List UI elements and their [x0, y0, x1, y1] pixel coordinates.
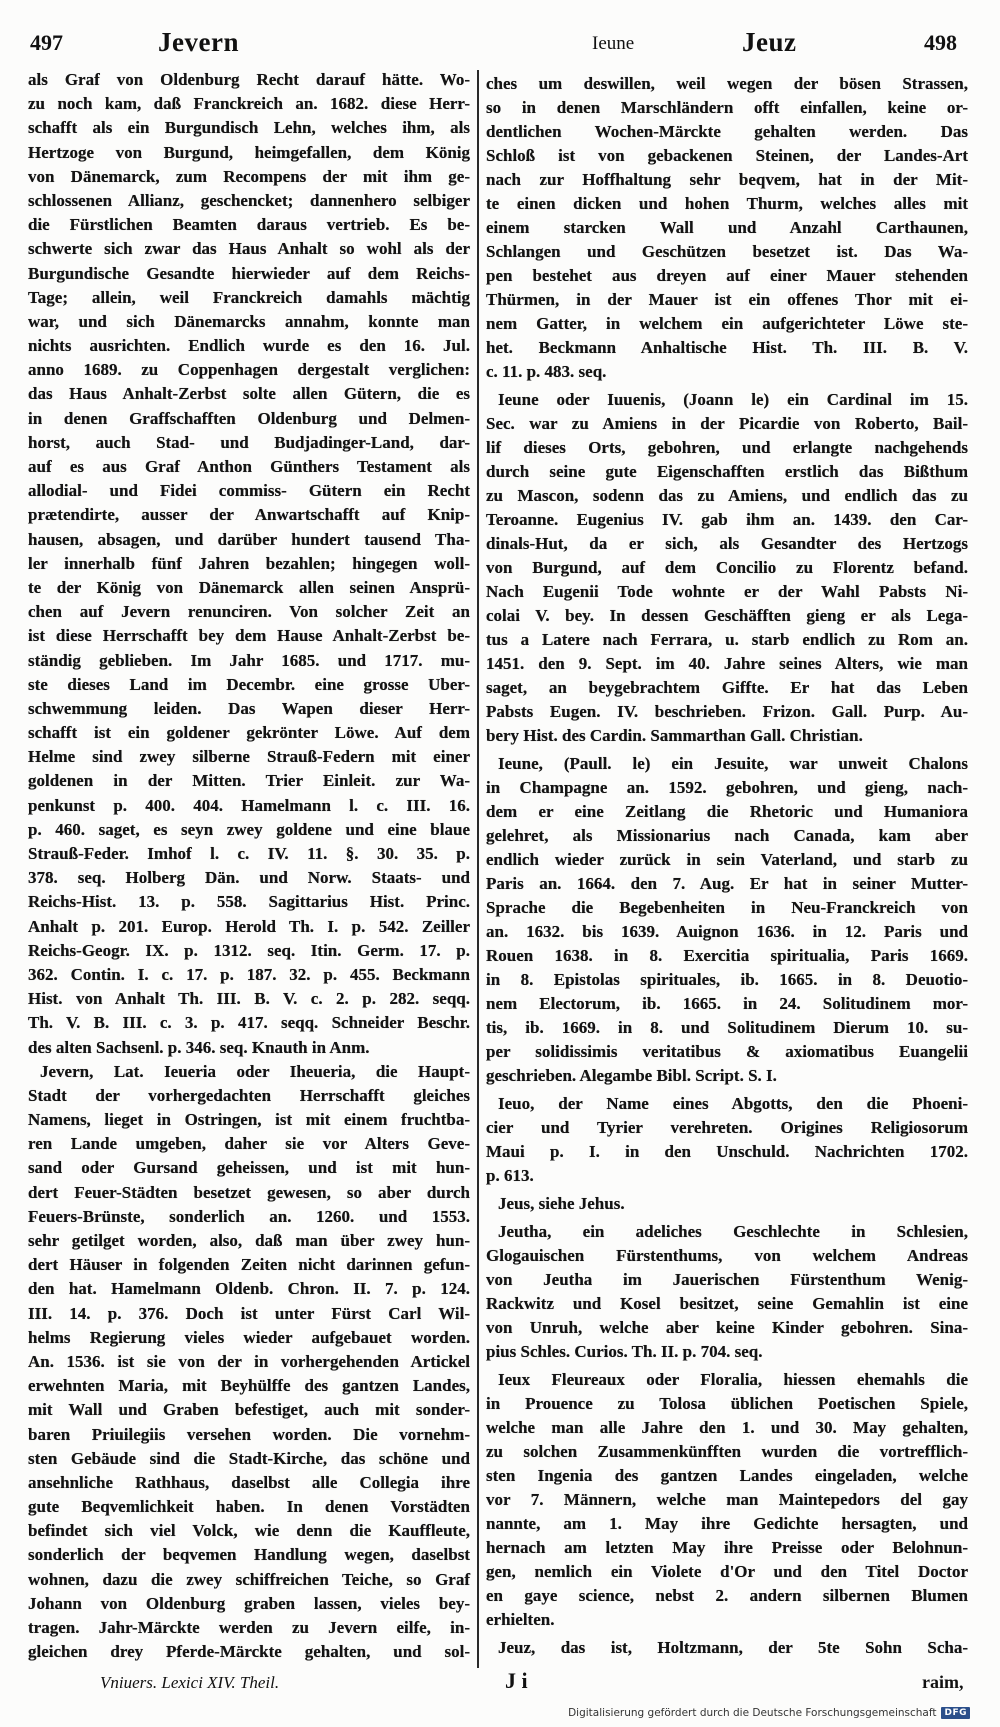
text-line: das Haus Anhalt-Zerbst solte allen Gütern, die es — [28, 384, 470, 404]
lexicon-entry — [28, 1060, 470, 1665]
running-head-right-last: Jeuz — [742, 27, 797, 57]
text-line: p. 613. — [486, 1166, 534, 1185]
text-line: 378. seq. Holberg Dän. und Norw. Staats- und — [28, 868, 470, 888]
text-line: gute Beqvemlichkeit haben. In denen Vorstädten — [28, 1497, 470, 1517]
text-line: sehr getilget worden, also, daß man über zwey hun- — [28, 1231, 470, 1250]
text-line: anno 1689. zu Coppenhagen dergestalt verglichen: — [28, 360, 470, 380]
text-line: geschrieben. Alegambe Bibl. Script. S. I. — [486, 1066, 777, 1085]
text-line: von Burgund, auf dem Concilio zu Florentz befand. — [486, 558, 968, 577]
text-line: tus a Latere nach Ferrara, u. starb endlich zu Rom an. — [486, 630, 968, 649]
text-line: Strauß-Feder. Imhof l. c. IV. 11. §. 30. 35. p. — [28, 844, 470, 863]
text-line: pen bestehet aus dreyen auf einer Mauer stehenden — [486, 266, 968, 285]
text-line: endlich wieder zurück in sein Vaterland, und starb zu — [486, 850, 968, 869]
sheet-mark: J i — [505, 1668, 528, 1693]
text-line: auf es aus Graf Anthon Günthers Testament als — [28, 457, 470, 476]
lexicon-entry — [486, 388, 968, 748]
text-line: ste dieses Land im Decembr. eine grosse Uber- — [28, 674, 470, 694]
text-line: sten Gebäude sind die Stadt-Kirche, das schöne und — [28, 1448, 470, 1468]
text-line: per solidissimis veritatibus & axiomatibus Euangelii — [486, 1042, 968, 1061]
text-line: gelehret, als Missionarius nach Canada, kam aber — [486, 826, 968, 845]
text-line: Anhalt p. 201. Europ. Herold Th. I. p. 542. Zeiller — [28, 916, 470, 936]
text-line: wohnen, dazu die zwey schiffreichen Teiche, so Graf — [28, 1569, 470, 1589]
text-line: en gaye science, nebst 2. andern silbernen Blumen — [486, 1586, 968, 1605]
text-line: 1451. den 9. Sept. im 40. Jahre seines Alters, wie man — [486, 654, 968, 673]
lexicon-entry — [486, 1368, 968, 1632]
text-line: an. 1632. bis 1639. Auignon 1636. in 12. Paris und — [486, 922, 968, 941]
text-line: Hist. von Anhalt Th. III. B. V. c. 2. p. 282. seqq. — [28, 989, 470, 1009]
text-line: ansehnliche Rathhaus, daselbst alle Collegia ihre — [28, 1472, 470, 1492]
lexicon-entry — [486, 1636, 968, 1660]
text-line: III. 14. p. 376. Doch ist unter Fürst Carl Wil- — [28, 1303, 470, 1323]
text-line: des alten Sachsenl. p. 346. seq. Knauth in Anm. — [28, 1037, 370, 1057]
text-line: von Dänemarck, zum Recompens der mit ihm ge- — [28, 166, 470, 186]
text-line: cier und Tyrier verehreten. Origines Religiosorum — [486, 1118, 968, 1137]
text-line: Jeutha, ein adeliches Geschlechte in Schlesien, — [498, 1222, 968, 1241]
lexicon-entry — [486, 1092, 968, 1188]
text-line: Nach Eugenii Tode wohnte er der Wahl Pabsts Ni- — [486, 582, 968, 601]
text-line: sten Ingenia des gantzen Landes eingeladen, welche — [486, 1466, 968, 1485]
text-line: Feuers-Brünste, sonderlich an. 1260. und 1553. — [28, 1206, 470, 1226]
text-line: baren Priuilegiis versehen worden. Die vornehm- — [28, 1424, 470, 1444]
text-line: ler innerhalb fünf Jahren bezahlen; hingegen woll- — [28, 553, 470, 573]
signature-line: Vniuers. Lexici XIV. Theil. — [100, 1673, 280, 1692]
text-line: dert Feuer-Städten besetzet gewesen, so aber durch — [28, 1182, 470, 1202]
text-line: prætendirte, ausser der Anwartschafft auf Knip- — [28, 505, 470, 525]
text-line: von Unruh, welche aber keine Kinder gebohren. Sina- — [486, 1318, 968, 1337]
text-line: pius Schles. Curios. Th. II. p. 704. seq. — [486, 1342, 763, 1361]
text-line: den hat. Hamelmann Oldenb. Chron. II. 7. p. 124. — [28, 1279, 470, 1299]
text-line: Reichs-Geogr. IX. p. 1312. seq. Itin. Germ. 17. p. — [28, 940, 470, 960]
text-line: welche man alle Jahre den 1. und 30. May gehalten, — [486, 1418, 968, 1437]
text-line: allodial- und Fidei commiss- Gütern ein Recht — [28, 481, 470, 501]
text-line: war, und sich Dänemarcks annahm, konnte man — [28, 311, 470, 331]
credit-text: Digitalisierung gefördert durch die Deutsche Forschungsgemeinschaft — [568, 1707, 937, 1719]
text-line: Pabsts Eugen. IV. beschrieben. Frizon. Gall. Purp. Au- — [486, 702, 968, 721]
text-line: goldenen in der Mitten. Trier Einleit. zur Wa- — [28, 771, 470, 791]
text-line: zu solchen Zusammenkünfften wurden die vortrefflich- — [486, 1442, 968, 1461]
lexicon-entry — [486, 752, 968, 1088]
text-line: vor 7. Männern, welche man Maintepedors del gay — [486, 1490, 968, 1509]
text-line: Schloß ist von gebackenen Steinen, der Landes-Art — [486, 146, 968, 165]
text-line: Johann von Oldenburg graben lassen, vieles bey- — [28, 1593, 470, 1613]
text-line: Rackwitz und Kosel besitzet, seine Gemahlin ist eine — [486, 1294, 968, 1313]
text-line: c. 11. p. 483. seq. — [486, 362, 607, 381]
text-line: Ieune, (Paull. le) ein Jesuite, war unweit Chalons — [498, 754, 968, 773]
text-line: in 8. Epistolas spirituales, ib. 1665. in 8. Deuotio- — [486, 970, 968, 989]
lexicon-entry — [28, 68, 470, 1060]
text-line: dem er eine Zeitlang die Rhetoric und Humaniora — [486, 802, 968, 821]
text-line: tis, ib. 1669. in 8. und Solitudinem Dierum 10. su- — [486, 1018, 968, 1037]
text-line: 362. Contin. I. c. 17. p. 187. 32. p. 455. Beckmann — [28, 964, 470, 984]
text-line: helms Regierung vieles wieder aufgebauet worden. — [28, 1327, 470, 1347]
text-line: horst, auch Stad- und Budjadinger-Land, dar- — [28, 432, 470, 452]
page-number-right: 498 — [924, 30, 957, 55]
text-line: p. 460. saget, es seyn zwey goldene und eine blaue — [28, 819, 470, 839]
text-line: hausen, absagen, und darüber hundert tausend Tha- — [28, 529, 470, 549]
text-line: het. Beckmann Anhaltische Hist. Th. III. B. V. — [486, 338, 968, 357]
text-line: schwerte sich zwar das Haus Anhalt so wohl als der — [28, 239, 470, 259]
text-line: Sprache die Begebenheiten in Neu-Franckreich von — [486, 898, 968, 917]
lexicon-entry — [486, 1220, 968, 1364]
text-line: ches um deswillen, weil wegen der bösen Strassen, — [486, 74, 968, 93]
text-line: saget, an beygebrachtem Giffte. Er hat das Leben — [486, 678, 968, 697]
running-head-left: Jevern — [158, 27, 239, 57]
page-number-left: 497 — [30, 30, 63, 55]
text-line: penkunst p. 400. 404. Hamelmann l. c. III. 16. — [28, 795, 470, 815]
lexicon-entry — [486, 1192, 968, 1216]
text-line: schwemmung leiden. Das Wapen dieser Herr- — [28, 698, 470, 718]
text-line: Rouen 1638. in 8. Exercitia spiritualia, Paris 1669. — [486, 946, 968, 965]
text-line: befindet sich viel Volck, wie denn die Kauffleute, — [28, 1521, 470, 1541]
text-line: chen auf Jevern renunciren. Von solcher Zeit an — [28, 602, 470, 622]
text-line: hernach am letzten May ihre Preisse oder Belohnun- — [486, 1538, 968, 1557]
text-line: ren Lande umgeben, daher sie vor Alters Geve- — [28, 1134, 470, 1154]
text-line: die Fürstlichen Beamten daraus vertrieb. Es be- — [28, 215, 470, 235]
text-line: Ieux Fleureaux oder Floralia, hiessen ehemahls die — [498, 1370, 968, 1389]
text-line: Glogauischen Fürstenthums, von welchem Andreas — [486, 1246, 968, 1265]
text-line: lif dieses Orts, gebohren, und erlangte nachgehends — [486, 438, 968, 457]
text-line: Thürmen, in der Mauer ist ein offenes Thor mit ei- — [486, 290, 968, 309]
text-line: als Graf von Oldenburg Recht darauf hätte. Wo- — [28, 70, 470, 89]
text-line: dert Häuser in folgenden Zeiten nicht darinnen gefun- — [28, 1255, 470, 1275]
text-line: mit Wall und Graben befestiget, auch mit sonder- — [28, 1400, 470, 1420]
text-line: zu noch kam, daß Franckreich an. 1682. diese Herr- — [28, 94, 470, 114]
dfg-logo: DFG — [941, 1707, 970, 1719]
text-line: schlossenen Allianz, geschencket; dannenhero selbiger — [28, 190, 470, 210]
text-line: Jeus, siehe Jehus. — [498, 1194, 625, 1213]
text-line: ständig geblieben. Im Jahr 1685. und 1717. mu- — [28, 650, 470, 670]
text-line: Maui p. I. in den Unschuld. Nachrichten 1702. — [486, 1142, 968, 1161]
running-head-right-first: Ieune — [592, 33, 635, 54]
text-line: schafft als ein Burgundisch Lehn, welches ihm, als — [28, 118, 470, 138]
text-line: dinals-Hut, da er sich, als Gesandter des Hertzogs — [486, 534, 968, 553]
catchword: raim, — [922, 1672, 964, 1692]
text-line: Burgundische Gesandte hierwieder auf dem Reichs- — [28, 263, 470, 283]
text-line: colai V. bey. In dessen Geschäfften gieng er als Lega- — [486, 606, 968, 625]
text-line: nem Electorum, ib. 1665. in 24. Solitudinem mor- — [486, 994, 968, 1013]
text-line: nach zur Hoffhaltung sehr beqvem, hat in der Mit- — [486, 170, 968, 189]
text-line: von Jeutha im Jauerischen Fürstenthum Wenig- — [486, 1270, 968, 1289]
text-line: schafft ist ein goldener gekrönter Löwe. Auf dem — [28, 723, 470, 743]
text-line: zu Mascon, sodenn das zu Amiens, und endlich das zu — [486, 486, 968, 505]
column-divider — [477, 70, 479, 1668]
text-line: Sec. war zu Amiens in der Picardie von Roberto, Bail- — [486, 414, 968, 433]
text-line: Namens, lieget in Ostringen, ist mit einem fruchtba- — [28, 1110, 470, 1130]
lexicon-entry — [486, 72, 968, 384]
text-line: gleichen drey Pferde-Märckte gehalten, und sol- — [28, 1642, 470, 1662]
text-line: Schlangen und Geschützen besetzet ist. Das Wa- — [486, 242, 968, 261]
text-line: sand oder Gursand geheissen, und ist mit hun- — [28, 1158, 470, 1178]
text-line: Paris an. 1664. den 7. Aug. Er hat in seiner Mutter- — [486, 874, 968, 893]
text-line: erwehnten Maria, mit Beyhülffe des gantzen Landes, — [28, 1376, 470, 1396]
text-line: Tage; allein, weil Franckreich damahls mächtig — [28, 287, 470, 307]
left-column — [28, 68, 470, 1664]
text-line: in denen Graffschafften Oldenburg und Delmen- — [28, 408, 470, 428]
digitization-credit — [568, 1707, 970, 1719]
text-line: so in denen Marschländern offt einfallen, keine or- — [486, 98, 968, 117]
text-line: Stadt der vorhergedachten Herrschafft gleiches — [28, 1085, 470, 1105]
text-line: te der König von Dänemarck allen seinen Ansprü- — [28, 577, 470, 597]
text-line: nem Gatter, in welchem ein aufgerichteter Löwe ste- — [486, 314, 968, 333]
text-line: An. 1536. ist sie von der in vorhergehenden Artickel — [28, 1351, 470, 1371]
text-line: einem starcken Wall und Anzahl Carthaunen, — [486, 218, 968, 237]
text-line: ist diese Herrschafft bey dem Hause Anhalt-Zerbst be- — [28, 626, 470, 646]
text-line: Helme sind zwey silberne Strauß-Federn mit einer — [28, 747, 470, 767]
text-line: Reichs-Hist. 13. p. 558. Sagittarius Hist. Princ. — [28, 892, 470, 912]
text-line: bery Hist. des Cardin. Sammarthan Gall. Christian. — [486, 726, 863, 745]
text-line: in Prouence zu Tolosa üblichen Poetischen Spiele, — [486, 1394, 968, 1413]
text-line: erhielten. — [486, 1610, 555, 1629]
text-line: in Champagne an. 1592. gebohren, und gieng, nach- — [486, 778, 968, 797]
text-line: tragen. Jahr-Märckte werden zu Jevern eilfe, in- — [28, 1618, 470, 1637]
text-line: sonderlich der beqvemen Handlung wegen, daselbst — [28, 1545, 470, 1565]
text-line: gen, nemlich ein Violete d'Or und den Titel Doctor — [486, 1562, 968, 1581]
text-line: nannte, am 1. May ihre Gedichte hersagten, und — [486, 1514, 968, 1533]
text-line: nichts ausrichten. Endlich wurde es den 16. Jul. — [28, 336, 470, 356]
text-line: Ieune oder Iuuenis, (Joann le) ein Cardinal im 15. — [498, 390, 968, 409]
text-line: Th. V. B. III. c. 3. p. 417. seqq. Schneider Beschr. — [28, 1013, 470, 1033]
text-line: Ieuo, der Name eines Abgotts, den die Phoeni- — [498, 1094, 968, 1113]
text-line: Jevern, Lat. Ieueria oder Iheueria, die Haupt- — [40, 1061, 470, 1081]
text-line: Hertzoge von Burgund, heimgefallen, dem König — [28, 142, 470, 162]
text-line: dentlichen Wochen-Märckte gehalten werden. Das — [486, 122, 968, 141]
text-line: durch seine gute Eigenschafften erstlich das Bißthum — [486, 462, 968, 481]
text-line: Teroanne. Eugenius IV. gab ihm an. 1439. den Car- — [486, 510, 968, 529]
text-line: Jeuz, das ist, Holtzmann, der 5te Sohn Scha- — [498, 1638, 968, 1657]
text-line: te einen dicken und hohen Thurm, welches alles mit — [486, 194, 968, 213]
right-column — [486, 72, 968, 1660]
